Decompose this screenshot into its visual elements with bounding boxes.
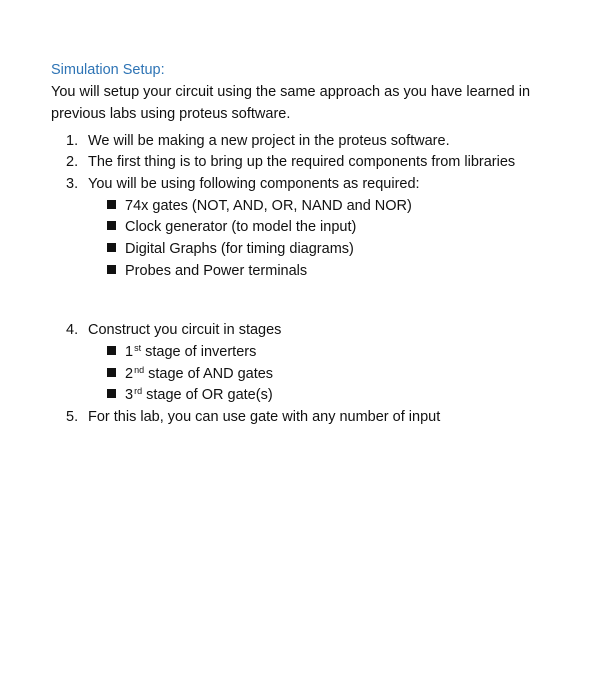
square-bullet-icon: [107, 265, 116, 274]
stage-number: 3: [125, 387, 134, 403]
list-number: 2.: [66, 154, 79, 170]
square-bullet-icon: [107, 346, 116, 355]
list-item-step-2: [66, 152, 515, 172]
square-bullet-icon: [107, 200, 116, 209]
square-bullet-icon: [107, 221, 116, 230]
list-item-component: [107, 261, 307, 281]
list-item-step-5: [66, 407, 440, 427]
list-text: Construct you circuit in stages: [88, 322, 282, 338]
list-item-component: [107, 239, 354, 259]
list-number: 1.: [66, 133, 79, 149]
square-bullet-icon: [107, 389, 116, 398]
square-bullet-icon: [107, 368, 116, 377]
list-text: Digital Graphs (for timing diagrams): [125, 241, 354, 257]
list-item-step-4: [66, 320, 281, 340]
list-item-step-1: [66, 131, 450, 151]
list-number: 3.: [66, 176, 79, 192]
ordinal-suffix: rd: [134, 386, 143, 396]
list-text: stage of inverters: [141, 344, 257, 360]
list-number: 4.: [66, 322, 79, 338]
list-item-component: [107, 196, 412, 216]
list-item-stage: [107, 385, 273, 405]
list-text: Probes and Power terminals: [125, 263, 308, 279]
intro-line: previous labs using proteus software.: [51, 106, 291, 122]
list-text: Clock generator (to model the input): [125, 219, 357, 235]
ordinal-suffix: nd: [134, 365, 145, 375]
section-heading: Simulation Setup:: [51, 62, 165, 78]
list-text: We will be making a new project in the proteus software.: [88, 133, 450, 149]
stage-number: 2: [125, 366, 134, 382]
list-text: The first thing is to bring up the required components from libraries: [88, 154, 516, 170]
list-text: stage of OR gate(s): [142, 387, 273, 403]
stage-number: 1: [125, 344, 134, 360]
intro-line: You will setup your circuit using the same approach as you have learned in: [51, 84, 531, 100]
list-item-component: [107, 217, 356, 237]
list-text: You will be using following components as required:: [88, 176, 420, 192]
intro-paragraph: [51, 81, 561, 125]
list-item-step-3: [66, 174, 420, 194]
list-number: 5.: [66, 409, 79, 425]
ordinal-suffix: st: [134, 343, 142, 353]
list-item-stage: [107, 342, 256, 362]
list-text: 74x gates (NOT, AND, OR, NAND and NOR): [125, 198, 412, 214]
list-item-stage: [107, 364, 273, 384]
list-text: For this lab, you can use gate with any number of input: [88, 409, 441, 425]
list-text: stage of AND gates: [144, 366, 274, 382]
square-bullet-icon: [107, 243, 116, 252]
